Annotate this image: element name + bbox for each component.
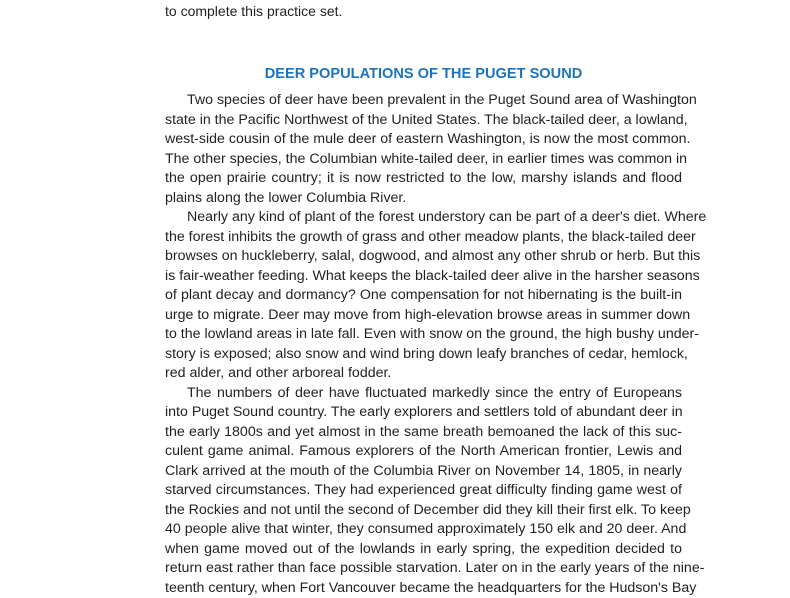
article-title: DEER POPULATIONS OF THE PUGET SOUND — [165, 64, 682, 84]
text-line: of plant decay and dormancy? One compensation for not hibernating is the built-in — [165, 286, 682, 306]
paragraph-1 — [165, 91, 682, 208]
text-line: 40 people alive that winter, they consumed approximately 150 elk and 20 deer. And — [165, 520, 682, 540]
paragraph-2 — [165, 208, 682, 384]
text-line: when game moved out of the lowlands in early spring, the expedition decided to — [165, 540, 682, 560]
text-line: red alder, and other arboreal fodder. — [165, 364, 682, 384]
text-line: Two species of deer have been prevalent in the Puget Sound area of Washington — [165, 91, 682, 111]
text-line: starved circumstances. They had experienced great difficulty finding game west of — [165, 481, 682, 501]
text-line: story is exposed; also snow and wind bring down leafy branches of cedar, hemlock, — [165, 345, 682, 365]
text-line: Clark arrived at the mouth of the Columbia River on November 14, 1805, in nearly — [165, 462, 682, 482]
text-line: The other species, the Columbian white-tailed deer, in earlier times was common in — [165, 150, 682, 170]
text-line: the forest inhibits the growth of grass and other meadow plants, the black-tailed deer — [165, 228, 682, 248]
text-line: to the lowland areas in late fall. Even with snow on the ground, the high bushy under- — [165, 325, 682, 345]
text-line: urge to migrate. Deer may move from high-elevation browse areas in summer down — [165, 306, 682, 326]
text-line: into Puget Sound country. The early explorers and settlers told of abundant deer in — [165, 403, 682, 423]
text-line: return east rather than face possible starvation. Later on in the early years of the nine- — [165, 559, 682, 579]
text-line: The numbers of deer have fluctuated markedly since the entry of Europeans — [165, 384, 682, 404]
text-line: west-side cousin of the mule deer of eastern Washington, is now the most common. — [165, 130, 682, 150]
paragraph-3 — [165, 384, 682, 598]
article-body — [165, 91, 682, 598]
text-line: Nearly any kind of plant of the forest understory can be part of a deer's diet. Where — [165, 208, 682, 228]
intro-text: to complete this practice set. — [165, 2, 342, 20]
text-line: is fair-weather feeding. What keeps the black-tailed deer alive in the harsher seasons — [165, 267, 682, 287]
text-line: culent game animal. Famous explorers of the North American frontier, Lewis and — [165, 442, 682, 462]
text-line: state in the Pacific Northwest of the United States. The black-tailed deer, a lowland, — [165, 111, 682, 131]
text-line: the open prairie country; it is now restricted to the low, marshy islands and flood — [165, 169, 682, 189]
text-line: teenth century, when Fort Vancouver became the headquarters for the Hudson's Bay — [165, 579, 682, 598]
text-line: browses on huckleberry, salal, dogwood, and almost any other shrub or herb. But this — [165, 247, 682, 267]
text-line: the early 1800s and yet almost in the same breath bemoaned the lack of this suc- — [165, 423, 682, 443]
text-line: plains along the lower Columbia River. — [165, 189, 682, 209]
text-line: the Rockies and not until the second of December did they kill their first elk. To keep — [165, 501, 682, 521]
